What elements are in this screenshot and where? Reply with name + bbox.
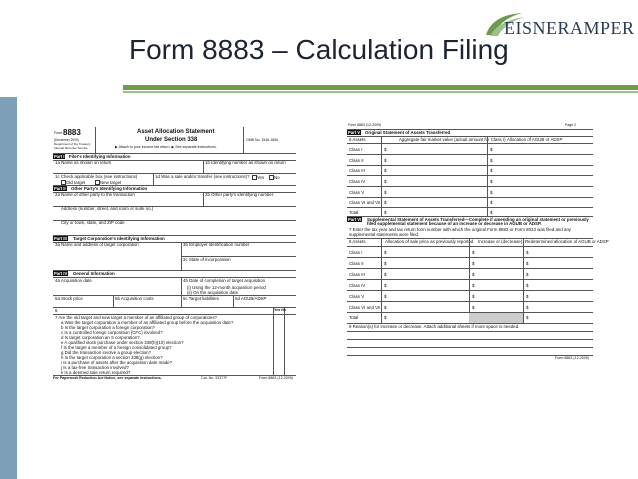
p6-dollar: $ [384,272,387,277]
slide-title: Form 8883 – Calculation Filing [129,34,509,65]
p5-dollar: $ [490,190,493,195]
line-3c: 3c State of incorporation [183,257,231,262]
line-7-instruction: 7 Enter the tax year and tax return form number with which the original Form 8883 or Form 8023 was filed and any supplemental statements were filed. [349,227,572,237]
p5-row-class-2: Class II [349,158,364,163]
line-2a: 2a Name of other party to the transaction [55,192,135,197]
col-assets: 6 Assets [349,136,366,142]
col8-increase: Increase or (decrease) [478,239,523,244]
p5-row-class-6-7: Class VI and VII [349,200,381,205]
p6-dollar: $ [472,305,475,310]
form-top-label: Form 8883 (12-2009) [348,123,382,127]
p6-dollar: $ [472,250,475,255]
p5-dollar: $ [384,168,387,173]
line-9-reason: 9 Reason(s) for increase or decrease. Attach additional sheets if more space is needed. [349,323,520,329]
p6-dollar: $ [526,250,529,255]
p6-dollar: $ [384,294,387,299]
p5-dollar: $ [384,158,387,163]
part4-title: General Information [73,270,115,276]
form-dept: Department of the Treasury [54,142,91,146]
line-2c: Address (number, street, and room or suite no.) [61,206,154,211]
p5-dollar: $ [490,147,493,152]
p6-dollar: $ [384,261,387,266]
p5-row-class-3: Class III [349,168,365,173]
p5-dollar: $ [384,200,387,205]
old-target-label: Old target [66,179,86,185]
line-6: 6 [55,308,58,313]
form-page-1 [53,123,296,385]
part6-title: Supplemental Statement of Assets Transferred—Complete if amending an original statement or previously filed supplemental statement because of an increase or decrease in AGUB or ADSP. [367,216,589,227]
question-7i: i Is a purchase of assets after the acquisition date made? [61,360,173,365]
line-2b: 2b Other party's identifying number [205,192,274,197]
part6-label: Part VI [348,217,362,222]
part3-label: Part III [54,236,67,241]
line-3a: 3a Name and address of target corporation [55,242,139,247]
p6-dollar: $ [384,315,387,320]
p5-dollar: $ [384,147,387,152]
question-7g: g Did the transaction involve a group election? [61,350,152,355]
part4-label: Part IV [54,271,68,276]
p6-dollar: $ [472,272,475,277]
p6-dollar: $ [472,283,475,288]
left-accent-bar [0,97,17,479]
title-divider-light [123,91,638,93]
line-1d: 1d Was a sale and/or transfer (see instructions)? [155,174,250,179]
p5-dollar: $ [490,200,493,205]
question-7f: f Is the target a member of a foreign consolidated group? [61,345,172,350]
part2-title: Other Party's Identifying Information [71,185,148,191]
p5-dollar: $ [490,210,493,215]
p5-dollar: $ [490,168,493,173]
p6-row-class-4: Class IV [349,283,366,288]
page-number: Page 2 [565,123,577,127]
line-1b: 1b Identifying number as shown on return [205,160,286,165]
line-2d: City or town, state, and ZIP code [61,220,125,225]
line-1a: 1a Name as shown on return [55,160,112,165]
line-5b: 5b Acquisition costs [115,296,154,301]
form-title-2: Under Section 338 [145,137,198,143]
line-5c: 5c Target liabilities [183,296,219,301]
form-page-2 [347,123,609,365]
form-label: Form [54,131,63,135]
p6-row-class-1: Class I [349,250,363,255]
question-7d: d Is target corporation an S corporation? [61,335,140,340]
p6-row-class-5: Class V [349,294,365,299]
p5-dollar: $ [384,210,387,215]
col-allocation: Allocation of AGUB or ADSP [507,136,563,142]
question-7c: c Is a controlled foreign corporation (CFC) involved? [61,330,163,335]
yes-no-header: Yes No [274,308,286,312]
p5-row-class-1: Class I [349,147,363,152]
p6-dollar: $ [384,305,387,310]
form-irs: Internal Revenue Service [54,146,88,150]
p6-row-class-2: Class II [349,261,364,266]
attach-note: ▶ Attach to your income tax return. ▶ See separate instructions. [115,145,217,149]
form-footer: Form 8883 (12-2009) [259,376,293,380]
part3-title: Target Corporation's Identifying Information [73,235,165,241]
question-7k: k Is a deemed sale return required? [61,370,131,375]
p6-dollar: $ [526,294,529,299]
col8-assets: 8 Assets [349,239,366,244]
line-4a: 4a Acquisition date [55,278,92,283]
p5-row-class-5: Class V [349,190,365,195]
question-7a: a Was the target corporation a member of an affiliated group before the acquisition date? [61,320,234,325]
question-7j: j Is a tax-free transaction involved? [61,365,129,370]
p6-row-class-6-7: Class VI and VII [349,305,381,310]
line-4b-ii: (ii) On the acquisition date [187,289,239,295]
line-4b-i: (i) Using the 12-month acquisition period [187,285,266,290]
p6-dollar: $ [526,315,529,320]
p6-dollar: $ [472,294,475,299]
p6-dollar: $ [472,261,475,266]
p6-dollar: $ [526,305,529,310]
p5-dollar: $ [490,179,493,184]
line-3b: 3b Employer identification number [183,242,250,247]
p6-dollar: $ [526,261,529,266]
p6-row-class-3: Class III [349,272,365,277]
title-divider [123,85,638,90]
omb-number: OMB No. 1545-1806 [246,138,279,142]
line-4b: 4b Date of completion of target acquisition [183,278,266,283]
line-1c: 1c Check applicable box (see instructions) [55,174,138,179]
p5-dollar: $ [490,158,493,163]
part2-label: Part II [54,186,66,191]
part1-title: Filer's Identifying Information [69,153,131,159]
page2-footer: Form 8883 (12-2009) [555,356,589,360]
p5-row-total: Total [349,210,359,215]
p6-dollar: $ [384,250,387,255]
col8-redetermined: Redetermined allocation of AGUB or ADSP [525,239,609,244]
col8-previous: Allocation of sale price as previously reported [385,239,474,244]
form-number: 8883 [63,128,81,137]
yes-label: Yes [257,174,265,180]
form-title-1: Asset Allocation Statement [137,129,215,135]
total-shaded-cell [469,313,523,323]
p6-dollar: $ [526,283,529,288]
paperwork-notice: For Paperwork Reduction Act Notice, see separate instructions. [53,376,162,380]
logo-text: EISNERAMPER [504,18,635,38]
p6-dollar: $ [384,283,387,288]
question-7h: h Is the target corporation a section 338(g) election? [61,355,163,360]
question-7e: e A qualified stock purchase under section 338(h)(10) election? [61,340,184,345]
no-label: No [274,174,280,180]
p5-row-class-4: Class IV [349,179,366,184]
form-date: (December 2009) [54,138,79,142]
p6-row-total: Total [349,315,359,320]
line-5a: 5a Stock price [55,296,83,301]
line-5d: 5d AGUB/ADSP [235,296,267,301]
p5-dollar: $ [384,190,387,195]
new-target-label: New target [100,179,122,185]
col-fmv: Aggregate fair market value (actual amount for Class I) [399,136,506,142]
cat-number: Cat. No. 33377F [201,376,228,380]
question-7b: b Is the target corporation a foreign corporation? [61,325,155,330]
part5-title: Original Statement of Assets Transferred [365,129,451,135]
part1-label: Part I [54,154,65,159]
p5-dollar: $ [384,179,387,184]
p6-dollar: $ [526,272,529,277]
part5-label: Part V [348,130,361,135]
question-7: 7 Are the old target and new target a member of an affiliated group of corporations? [55,315,217,320]
